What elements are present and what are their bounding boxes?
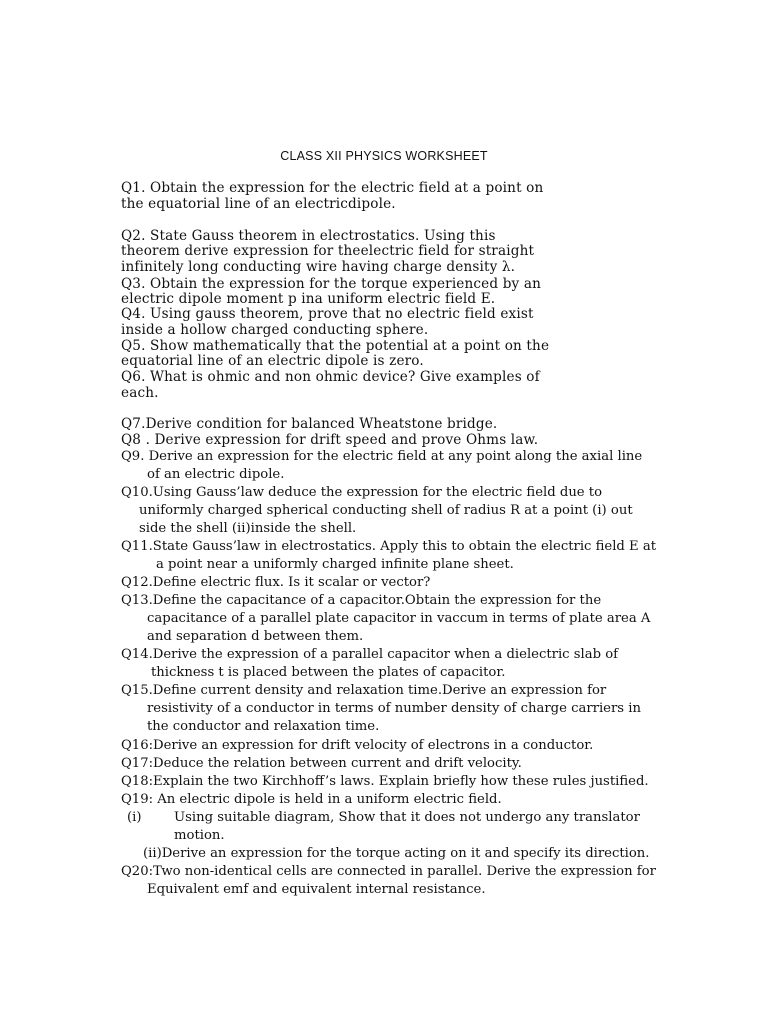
text-line: theorem derive expression for theelectric field for straight xyxy=(121,243,535,259)
text-line: Q8 . Derive expression for drift speed and prove Ohms law. xyxy=(121,432,539,448)
text-line: Q12.Define electric flux. Is it scalar or vector? xyxy=(121,575,431,590)
list-marker: (i) xyxy=(127,810,142,825)
text-line: Q14.Derive the expression of a parallel capacitor when a dielectric slab of xyxy=(121,647,619,662)
text-line: Q3. Obtain the expression for the torque experienced by an xyxy=(121,276,542,292)
text-line: Q19: An electric dipole is held in a uniform electric field. xyxy=(121,792,502,807)
text-line: infinitely long conducting wire having charge density λ. xyxy=(121,259,516,275)
worksheet-title: CLASS XII PHYSICS WORKSHEET xyxy=(280,149,488,163)
text-line: each. xyxy=(121,385,159,401)
text-line: Q9. Derive an expression for the electric field at any point along the axial line xyxy=(121,449,643,464)
text-line: Q1. Obtain the expression for the electric field at a point on xyxy=(121,180,544,196)
text-line: motion. xyxy=(174,828,225,843)
text-line: Q11.State Gauss’law in electrostatics. Apply this to obtain the electric field E at xyxy=(121,539,657,554)
text-line: Q2. State Gauss theorem in electrostatics. Using this xyxy=(121,228,496,244)
text-line: Q5. Show mathematically that the potential at a point on the xyxy=(121,338,550,354)
text-line: of an electric dipole. xyxy=(147,467,285,482)
text-line: Equivalent emf and equivalent internal resistance. xyxy=(147,882,486,897)
text-line: Q6. What is ohmic and non ohmic device? Give examples of xyxy=(121,369,540,385)
text-line: Q7.Derive condition for balanced Wheatstone bridge. xyxy=(121,416,498,432)
text-line: (ii)Derive an expression for the torque acting on it and specify its direction. xyxy=(143,846,650,861)
text-line: Q4. Using gauss theorem, prove that no electric field exist xyxy=(121,306,534,322)
text-line: electric dipole moment p ina uniform electric field E. xyxy=(121,291,496,307)
text-line: and separation d between them. xyxy=(147,629,364,644)
text-line: Using suitable diagram, Show that it does not undergo any translator xyxy=(174,810,640,825)
text-line: resistivity of a conductor in terms of number density of charge carriers in xyxy=(147,701,641,716)
text-line: Q13.Define the capacitance of a capacitor.Obtain the expression for the xyxy=(121,593,602,608)
text-line: thickness t is placed between the plates of capacitor. xyxy=(151,665,506,680)
text-line: Q10.Using Gauss’law deduce the expression for the electric field due to xyxy=(121,485,603,500)
text-line: Q20:Two non-identical cells are connected in parallel. Derive the expression for xyxy=(121,864,656,879)
text-line: side the shell (ii)inside the shell. xyxy=(139,521,357,536)
text-line: uniformly charged spherical conducting shell of radius R at a point (i) out xyxy=(139,503,633,518)
text-line: the conductor and relaxation time. xyxy=(147,719,380,734)
text-line: Q16:Derive an expression for drift velocity of electrons in a conductor. xyxy=(121,738,594,753)
text-line: equatorial line of an electric dipole is zero. xyxy=(121,353,424,369)
text-line: Q15.Define current density and relaxation time.Derive an expression for xyxy=(121,683,607,698)
text-line: Q18:Explain the two Kirchhoff’s laws. Explain briefly how these rules justified. xyxy=(121,774,649,789)
text-line: a point near a uniformly charged infinite plane sheet. xyxy=(156,557,514,572)
text-line: capacitance of a parallel plate capacitor in vaccum in terms of plate area A xyxy=(147,611,651,626)
text-line: Q17:Deduce the relation between current and drift velocity. xyxy=(121,756,522,771)
text-line: inside a hollow charged conducting sphere. xyxy=(121,322,429,338)
text-line: the equatorial line of an electricdipole. xyxy=(121,196,396,212)
